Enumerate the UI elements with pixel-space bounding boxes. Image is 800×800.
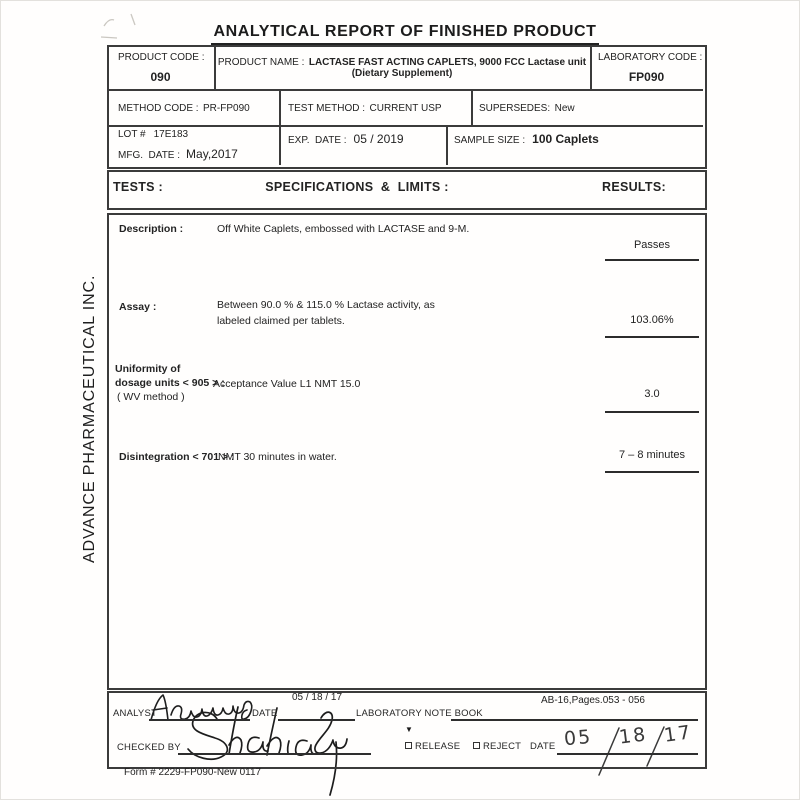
release-checkbox	[405, 742, 412, 749]
lot-value: 17E183	[153, 129, 189, 140]
lab-notebook-line	[451, 719, 698, 721]
handwritten-release-date-dd: 18	[617, 723, 649, 749]
checked-by-label: CHECKED BY	[117, 742, 181, 753]
method-code-value: PR-FP090	[203, 103, 250, 114]
company-name-vertical: ADVANCE PHARMACEUTICAL INC.	[81, 274, 98, 563]
exp-date-value: 05 / 2019	[353, 132, 404, 146]
method-code-label: METHOD CODE :	[118, 103, 199, 114]
release-label: RELEASE	[415, 741, 461, 752]
form-number: Form # 2229-FP090-New 0117	[124, 767, 262, 778]
header-col-divider-b2	[471, 89, 473, 127]
test-spec-uniformity: Acceptance Value L1 NMT 15.0	[213, 378, 361, 390]
sample-size-value: 100 Caplets	[532, 132, 599, 146]
result-underline-uniformity	[605, 411, 699, 413]
test-result-uniformity: 3.0	[644, 388, 660, 400]
header-col-divider-a2	[590, 45, 592, 91]
analyst-date-line	[278, 719, 355, 721]
exp-date-label: EXP. DATE :	[288, 135, 347, 146]
lab-notebook-value: AB-16,Pages.053 - 056	[541, 695, 645, 706]
lab-notebook-label: LABORATORY NOTE BOOK	[356, 708, 483, 719]
test-result-description: Passes	[633, 239, 671, 251]
product-name-value: LACTASE FAST ACTING CAPLETS, 9000 FCC Lactase unit	[308, 57, 587, 68]
header-col-divider-b1	[279, 89, 281, 127]
test-method-value: CURRENT USP	[369, 103, 442, 114]
header-col-divider-c2	[446, 125, 448, 165]
reject-label: REJECT	[483, 741, 522, 752]
checked-by-line	[178, 753, 371, 755]
result-underline-assay	[605, 336, 699, 338]
release-date-line	[557, 753, 698, 755]
test-spec-disintegration: NMT 30 minutes in water.	[218, 451, 337, 463]
page-title: ANALYTICAL REPORT OF FINISHED PRODUCT	[107, 23, 703, 45]
product-code-label: PRODUCT CODE :	[118, 52, 205, 63]
analyst-date-value: 05 / 18 / 17	[291, 692, 343, 703]
test-spec-description: Off White Caplets, embossed with LACTASE and 9-M.	[217, 223, 470, 235]
test-name-uniformity-line2: dosage units < 905 > :	[115, 377, 225, 389]
laboratory-code-value: FP090	[628, 70, 665, 84]
test-name-uniformity-line3: ( WV method )	[117, 391, 185, 403]
product-name-label: PRODUCT NAME :	[217, 57, 305, 68]
test-result-assay: 103.06%	[630, 314, 674, 326]
test-name-disintegration: Disintegration < 701 > :	[119, 451, 235, 463]
supersedes-label: SUPERSEDES:	[479, 103, 551, 114]
analyst-label: ANALYST	[113, 708, 157, 719]
result-underline-description	[605, 259, 699, 261]
handwritten-release-date-mm: 05	[563, 725, 594, 751]
handwritten-release-date-yy: 17	[662, 721, 694, 747]
header-row-divider-2	[107, 125, 703, 127]
reject-checkbox	[473, 742, 480, 749]
product-name-line2: (Dietary Supplement)	[351, 68, 453, 79]
sample-size-label: SAMPLE SIZE :	[454, 135, 526, 146]
laboratory-code-label: LABORATORY CODE :	[598, 52, 703, 63]
tests-column-header: TESTS :	[113, 180, 164, 194]
specifications-column-header: SPECIFICATIONS & LIMITS :	[265, 180, 449, 194]
results-column-header: RESULTS:	[602, 180, 666, 194]
arrow-down-icon: ▼	[405, 725, 413, 734]
mfg-date-value: May,2017	[186, 147, 238, 161]
test-name-description: Description :	[119, 223, 184, 235]
lot-label: LOT #	[118, 129, 146, 140]
test-result-disintegration: 7 – 8 minutes	[618, 449, 686, 461]
analyst-signature-line	[149, 719, 250, 721]
header-col-divider-c1	[279, 125, 281, 165]
test-method-label: TEST METHOD :	[288, 103, 366, 114]
mfg-date-label: MFG. DATE :	[118, 150, 181, 161]
product-code-value: 090	[150, 70, 171, 84]
release-date-label: DATE	[530, 741, 556, 752]
supersedes-value: New	[554, 103, 575, 114]
test-name-assay: Assay :	[119, 301, 157, 313]
test-name-uniformity-line1: Uniformity of	[115, 363, 181, 375]
result-underline-disintegration	[605, 471, 699, 473]
analyst-date-label: DATE	[252, 708, 278, 719]
test-spec-assay-line2: labeled claimed per tablets.	[217, 315, 345, 327]
header-row-divider-1	[107, 89, 703, 91]
test-spec-assay-line1: Between 90.0 % & 115.0 % Lactase activity, as	[217, 299, 435, 311]
